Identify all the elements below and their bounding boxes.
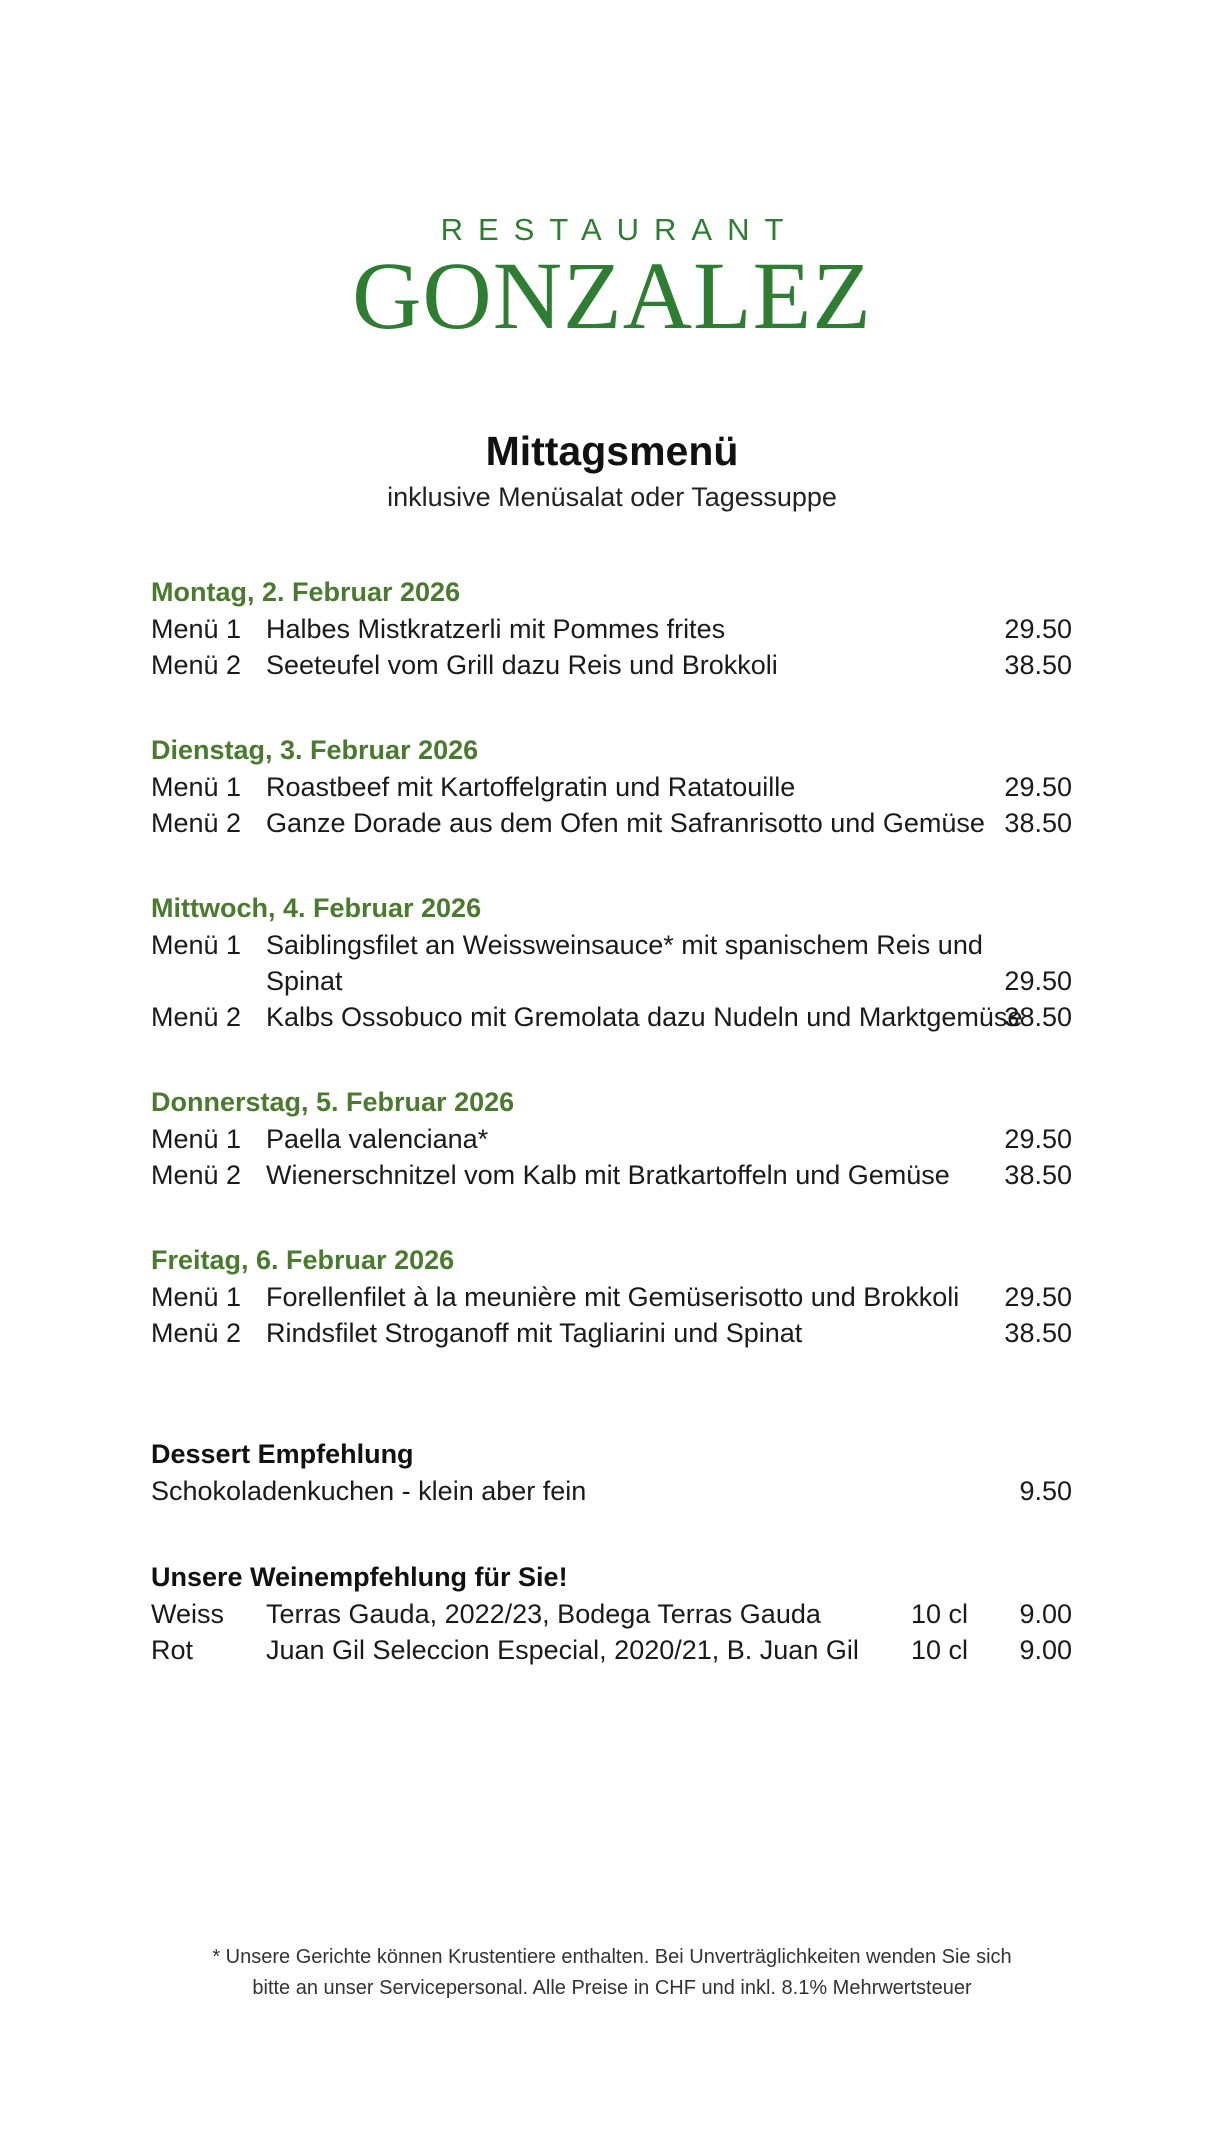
dessert-price: 9.50: [1019, 1476, 1072, 1506]
menu-price: 38.50: [1004, 1318, 1072, 1348]
logo-gonzalez-text: GONZALEZ: [352, 242, 872, 349]
wine-volume: 10 cl: [911, 1599, 969, 1629]
wine-description: Juan Gil Seleccion Especial, 2020/21, B. Juan Gil: [266, 1635, 859, 1665]
wine-description: Terras Gauda, 2022/23, Bodega Terras Gauda: [266, 1599, 821, 1629]
menu-label: Menü 2: [151, 808, 242, 838]
wine-label: Weiss: [151, 1599, 225, 1629]
menu-row: [151, 647, 1072, 683]
menu-row: [151, 999, 1072, 1035]
menu-price: 29.50: [1004, 966, 1072, 996]
menu-label: Menü 2: [151, 650, 242, 680]
menu-label: Menü 1: [151, 1282, 242, 1312]
menu-description: Rindsfilet Stroganoff mit Tagliarini und Spinat: [266, 1318, 803, 1348]
menu-description: Forellenfilet à la meunière mit Gemüserisotto und Brokkoli: [266, 1282, 960, 1312]
day-heading-monday: Montag, 2. Februar 2026: [151, 577, 461, 607]
wine-price: 9.00: [1019, 1635, 1072, 1665]
menu-price: 29.50: [1004, 772, 1072, 802]
menu-price: 29.50: [1004, 1282, 1072, 1312]
menu-row: [151, 1279, 1072, 1315]
menu-row: [151, 769, 1072, 805]
menu-label: Menü 2: [151, 1002, 242, 1032]
dessert-row: [151, 1473, 1072, 1509]
day-heading-friday: Freitag, 6. Februar 2026: [151, 1245, 455, 1275]
menu-description: Wienerschnitzel vom Kalb mit Bratkartoffeln und Gemüse: [266, 1160, 950, 1190]
logo-restaurant-text: RESTAURANT: [440, 212, 799, 247]
menu-row: [151, 927, 1072, 963]
menu-description: Halbes Mistkratzerli mit Pommes frites: [266, 614, 726, 644]
menu-row: [151, 1315, 1072, 1351]
menu-description: Paella valenciana*: [266, 1124, 489, 1154]
menu-description: Kalbs Ossobuco mit Gremolata dazu Nudeln und Marktgemüse: [266, 1002, 1023, 1032]
menu-label: Menü 1: [151, 930, 242, 960]
wine-price: 9.00: [1019, 1599, 1072, 1629]
menu-label: Menü 1: [151, 772, 242, 802]
menu-price: 29.50: [1004, 1124, 1072, 1154]
footnote-line-1: * Unsere Gerichte können Krustentiere enthalten. Bei Unverträglichkeiten wenden Sie sich: [212, 1946, 1012, 1968]
menu-row: [151, 611, 1072, 647]
menu-price: 38.50: [1004, 650, 1072, 680]
footnote: [0, 1942, 1224, 2004]
wine-row: [151, 1596, 1072, 1632]
menu-price: 38.50: [1004, 1002, 1072, 1032]
footnote-line-2: bitte an unser Servicepersonal. Alle Preise in CHF und inkl. 8.1% Mehrwertsteuer: [252, 1977, 972, 1999]
menu-price: 29.50: [1004, 614, 1072, 644]
day-heading-wednesday: Mittwoch, 4. Februar 2026: [151, 893, 482, 923]
menu-description: Roastbeef mit Kartoffelgratin und Ratatouille: [266, 772, 796, 802]
menu-description-continued: Spinat: [266, 966, 343, 996]
wine-volume: 10 cl: [911, 1635, 969, 1665]
page-subtitle: inklusive Menüsalat oder Tagessuppe: [387, 482, 837, 512]
menu-description: Ganze Dorade aus dem Ofen mit Safranrisotto und Gemüse: [266, 808, 985, 838]
menu-description: Seeteufel vom Grill dazu Reis und Brokkoli: [266, 650, 778, 680]
page-title: Mittagsmenü: [485, 428, 739, 474]
menu-label: Menü 1: [151, 1124, 242, 1154]
menu-label: Menü 2: [151, 1318, 242, 1348]
wine-row: [151, 1632, 1072, 1668]
dessert-description: Schokoladenkuchen - klein aber fein: [151, 1476, 587, 1506]
menu-price: 38.50: [1004, 1160, 1072, 1190]
menu-row: [151, 805, 1072, 841]
day-heading-tuesday: Dienstag, 3. Februar 2026: [151, 735, 479, 765]
menu-label: Menü 2: [151, 1160, 242, 1190]
menu-label: Menü 1: [151, 614, 242, 644]
wine-label: Rot: [151, 1635, 194, 1665]
menu-price: 38.50: [1004, 808, 1072, 838]
menu-row: [151, 1121, 1072, 1157]
menu-row-continuation: [151, 963, 1072, 999]
menu-description: Saiblingsfilet an Weissweinsauce* mit spanischem Reis und: [266, 930, 983, 960]
menu-row: [151, 1157, 1072, 1193]
day-heading-thursday: Donnerstag, 5. Februar 2026: [151, 1087, 515, 1117]
wine-heading: Unsere Weinempfehlung für Sie!: [151, 1562, 568, 1592]
dessert-heading: Dessert Empfehlung: [151, 1439, 414, 1469]
